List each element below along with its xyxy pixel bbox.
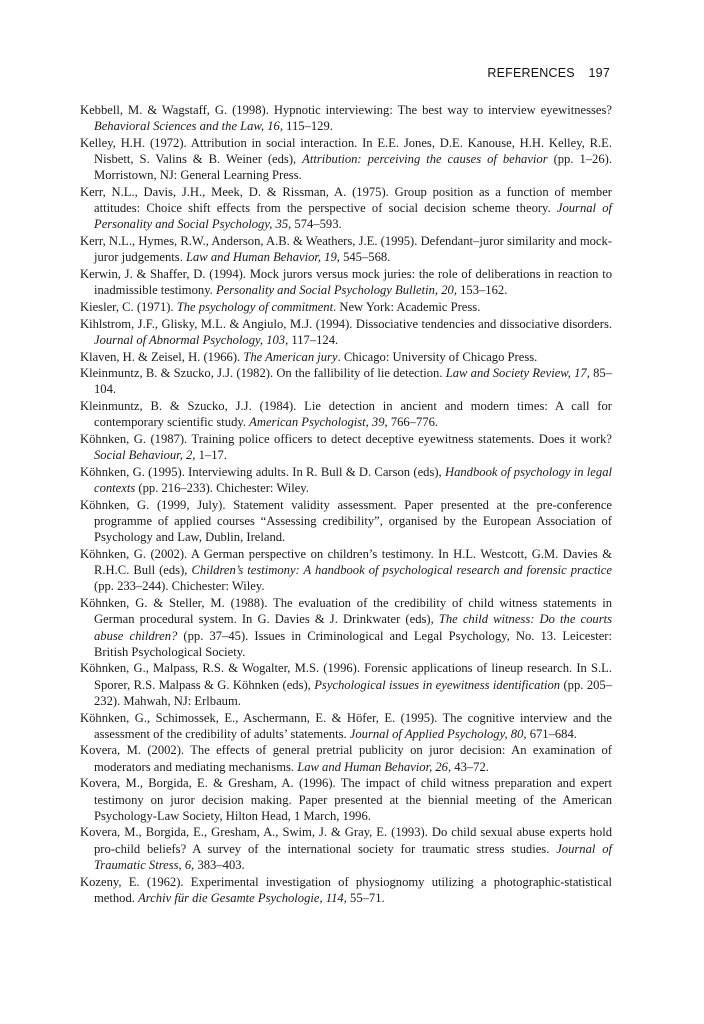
reference-entry (80, 299, 612, 315)
reference-entry (80, 184, 612, 233)
reference-text: Kleinmuntz, B. & Szucko, J.J. (1982). On the fallibility of lie detection. (80, 366, 446, 381)
reference-text: Kerr, N.L., Davis, J.H., Meek, D. & Rissman, A. (1975). Group position as a function of member attitudes: Choice shift effects from the perspective of social decision scheme theory. (80, 185, 612, 216)
reference-source: Personality and Social Psychology Bulletin, 20 (215, 283, 454, 298)
reference-entry (80, 742, 612, 774)
reference-text: , 766–776. (384, 415, 439, 430)
reference-text: Köhnken, G. (1999, July). Statement validity assessment. Paper presented at the pre-conference programme of applied courses “Assessing credibility”, organised by the European Association of Psychology and Law, Dublin, Ireland. (80, 497, 612, 545)
reference-text: , 115–129. (279, 119, 333, 134)
reference-text: Kovera, M., Borgida, E. & Gresham, A. (1996). The impact of child witness preparation and expert testimony on juror decision making. Paper presented at the biennial meeting of the American Psychology-Law Society, Hilton Head, 1 March, 1996. (80, 776, 612, 823)
reference-entry (80, 233, 612, 265)
reference-source: Behavioral Sciences and the Law, 16 (94, 119, 280, 134)
reference-entry (80, 660, 612, 709)
reference-entry (80, 365, 612, 397)
reference-entry (80, 102, 612, 134)
reference-text: , 545–568. (336, 250, 391, 265)
reference-text: Köhnken, G., Malpass, R.S. & Wogalter, M.S. (1996). Forensic applications of lineup research. In S.L. Sporer, R.S. Malpass & G. Köhnken (eds), (80, 661, 612, 692)
reference-text: Kihlstrom, J.F., Glisky, M.L. & Angiulo, M.J. (1994). Dissociative tendencies and dissociative disorders. (80, 316, 612, 331)
running-head-title: REFERENCES (487, 66, 575, 80)
page-number: 197 (588, 66, 610, 80)
reference-source: Social Behaviour, 2 (94, 448, 193, 463)
reference-text: Kerwin, J. & Shaffer, D. (1994). Mock jurors versus mock juries: the role of deliberations in reaction to inadmissible testimony. (80, 267, 612, 298)
reference-text: , 153–162. (453, 283, 508, 298)
reference-text: . New York: Academic Press. (333, 299, 481, 314)
reference-text: Köhnken, G. (1987). Training police officers to detect deceptive eyewitness statements. Does it work? (80, 432, 612, 447)
reference-text: , 574–593. (288, 217, 342, 232)
reference-entry (80, 824, 612, 873)
reference-text: , 117–124. (285, 332, 339, 347)
reference-text: Köhnken, G. (1995). Interviewing adults. In R. Bull & D. Carson (eds), (80, 464, 445, 479)
reference-source: The psychology of commitment (176, 299, 334, 314)
reference-text: , 55–71. (343, 890, 385, 905)
reference-source: Archiv für die Gesamte Psychologie, 114 (138, 890, 344, 905)
reference-list (80, 102, 612, 906)
reference-source: Journal of Abnormal Psychology, 103 (94, 332, 286, 347)
reference-source: Children’s testimony: A handbook of psychological research and forensic practice (191, 563, 612, 578)
reference-source: Psychological issues in eyewitness identification (314, 677, 561, 692)
reference-text: Köhnken, G., Schimossek, E., Aschermann, E. & Höfer, E. (1995). The cognitive interview and the assessment of the credibility of adults’ statements. (80, 710, 612, 741)
reference-source: Journal of Personality and Social Psychology, 35 (94, 201, 612, 232)
reference-source: Journal of Traumatic Stress, 6 (94, 841, 612, 872)
reference-source: Handbook of psychology in legal contexts (94, 464, 612, 496)
reference-text: Kovera, M. (2002). The effects of general pretrial publicity on juror decision: An examination of moderators and mediating mechanisms. (80, 743, 612, 774)
reference-entry (80, 349, 612, 365)
reference-text: . Chicago: University of Chicago Press. (337, 349, 538, 364)
reference-entry (80, 546, 612, 595)
reference-entry (80, 266, 612, 298)
reference-text: (pp. 216–233). Chichester: Wiley. (135, 481, 309, 496)
reference-text: Klaven, H. & Zeisel, H. (1966). (80, 349, 244, 364)
reference-text: , 43–72. (447, 759, 489, 774)
reference-text: (pp. 233–244). Chichester: Wiley. (94, 579, 265, 594)
reference-entry (80, 398, 612, 430)
reference-text: , 671–684. (523, 726, 577, 741)
reference-text: Kerr, N.L., Hymes, R.W., Anderson, A.B. & Weathers, J.E. (1995). Defendant–juror similarity and mock-juror judgements. (80, 234, 612, 265)
reference-entry (80, 464, 612, 496)
reference-text: , 85–104. (94, 366, 612, 397)
reference-text: Kebbell, M. & Wagstaff, G. (1998). Hypnotic interviewing: The best way to interview eyewitnesses? (80, 103, 612, 117)
running-head (487, 66, 610, 80)
reference-text: , 1–17. (192, 448, 227, 463)
reference-text: Kozeny, E. (1962). Experimental investigation of physiognomy utilizing a photographic-statistical method. (80, 874, 612, 905)
reference-text: Köhnken, G. & Steller, M. (1988). The evaluation of the credibility of child witness statements in German procedural system. In G. Davies & J. Drinkwater (eds), (80, 596, 612, 627)
reference-text: Köhnken, G. (2002). A German perspective on children’s testimony. In H.L. Westcott, G.M. Davies & R.H.C. Bull (eds), (80, 546, 612, 578)
reference-source: Law and Society Review, 17 (445, 366, 587, 381)
reference-text: Kiesler, C. (1971). (80, 299, 177, 314)
reference-entry (80, 775, 612, 824)
reference-source: Law and Human Behavior, 26 (297, 759, 448, 774)
reference-entry (80, 135, 612, 184)
reference-text: Kelley, H.H. (1972). Attribution in social interaction. In E.E. Jones, D.E. Kanouse, H.H. Kelley, R.E. Nisbett, S. Valins & B. Weiner (eds), (80, 135, 612, 167)
reference-text: (pp. 1–26). Morristown, NJ: General Learning Press. (94, 152, 612, 183)
reference-text: (pp. 205–232). Mahwah, NJ: Erlbaum. (94, 677, 613, 708)
reference-text: (pp. 37–45). Issues in Criminological and Legal Psychology, No. 13. Leicester: British Psychological Society. (94, 628, 613, 659)
reference-entry (80, 497, 612, 546)
reference-source: Attribution: perceiving the causes of behavior (302, 152, 548, 167)
reference-source: Journal of Applied Psychology, 80 (349, 726, 524, 741)
reference-text: Kovera, M., Borgida, E., Gresham, A., Swim, J. & Gray, E. (1993). Do child sexual abuse experts hold pro-child beliefs? A survey of the international society for traumatic stress studies. (80, 825, 612, 856)
reference-entry (80, 595, 612, 660)
reference-entry (80, 431, 612, 463)
reference-source: The child witness: Do the courts abuse children? (94, 612, 612, 643)
reference-entry (80, 874, 612, 906)
reference-source: Law and Human Behavior, 19 (186, 250, 337, 265)
reference-source: American Psychologist, 39 (249, 415, 385, 430)
reference-source: The American jury (243, 349, 338, 364)
reference-text: , 383–403. (191, 857, 245, 872)
reference-entry (80, 710, 612, 742)
reference-text: Kleinmuntz, B. & Szucko, J.J. (1984). Lie detection in ancient and modern times: A call for contemporary scientific study. (80, 399, 612, 430)
reference-entry (80, 316, 612, 348)
